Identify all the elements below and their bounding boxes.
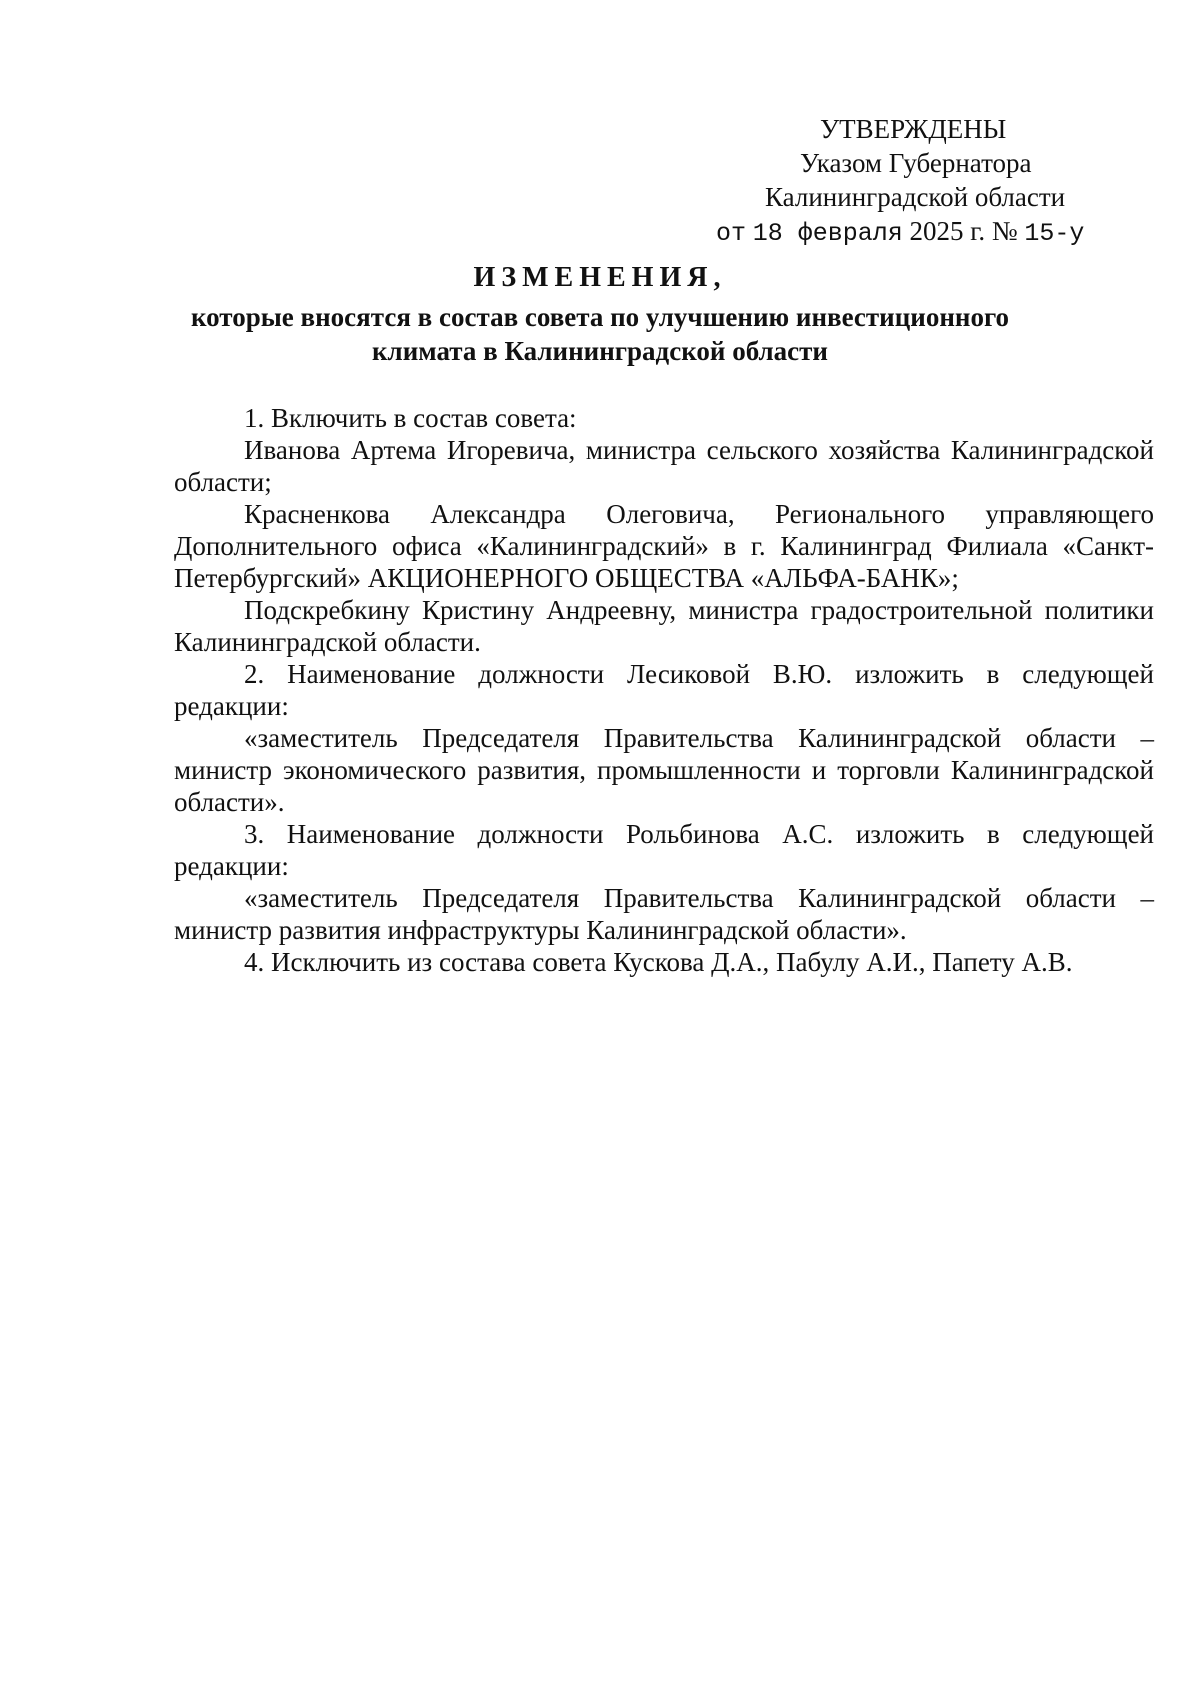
- approval-date-line: [716, 214, 1084, 251]
- paragraph: 2. Наименование должности Лесиковой В.Ю. изложить в следующей редакции:: [174, 659, 1154, 721]
- decree-date: 18 февраля: [752, 219, 903, 248]
- approval-title: УТВЕРЖДЕНЫ: [820, 114, 1007, 144]
- document-body: [174, 402, 1154, 978]
- approval-decree: Указом Губернатора: [800, 148, 1032, 178]
- paragraph: «заместитель Председателя Правительства Калининградской области – министр экономического развития, промышленности и торговли Калининградской области».: [174, 723, 1154, 817]
- decree-number: 15-у: [1024, 219, 1085, 248]
- decree-year-number-label: 2025 г. №: [909, 216, 1018, 246]
- document-subtitle: [0, 300, 1200, 368]
- approval-region: Калининградской области: [765, 182, 1066, 212]
- paragraph: 3. Наименование должности Рольбинова А.С. изложить в следующей редакции:: [174, 819, 1154, 881]
- document-title: ИЗМЕНЕНИЯ,: [473, 262, 727, 293]
- date-prefix: от: [716, 219, 747, 248]
- subtitle-line-1: которые вносятся в состав совета по улучшению инвестиционного: [190, 302, 1010, 332]
- paragraph: 4. Исключить из состава совета Кускова Д.А., Пабулу А.И., Папету А.В.: [244, 947, 1073, 977]
- paragraph: Иванова Артема Игоревича, министра сельского хозяйства Калининградской области;: [174, 435, 1154, 497]
- paragraph: 1. Включить в состав совета:: [244, 403, 577, 433]
- paragraph: Красненкова Александра Олеговича, Регионального управляющего Дополнительного офиса «Калининградский» в г. Калининград Филиала «Санкт-Петербургский» АКЦИОНЕРНОГО ОБЩЕСТВА «АЛЬФА-БАНК»;: [174, 499, 1154, 593]
- paragraph: «заместитель Председателя Правительства Калининградской области – министр развития инфраструктуры Калининградской области».: [174, 883, 1154, 945]
- subtitle-line-2: климата в Калининградской области: [372, 336, 828, 366]
- paragraph: Подскребкину Кристину Андреевну, министра градостроительной политики Калининградской области.: [174, 595, 1154, 657]
